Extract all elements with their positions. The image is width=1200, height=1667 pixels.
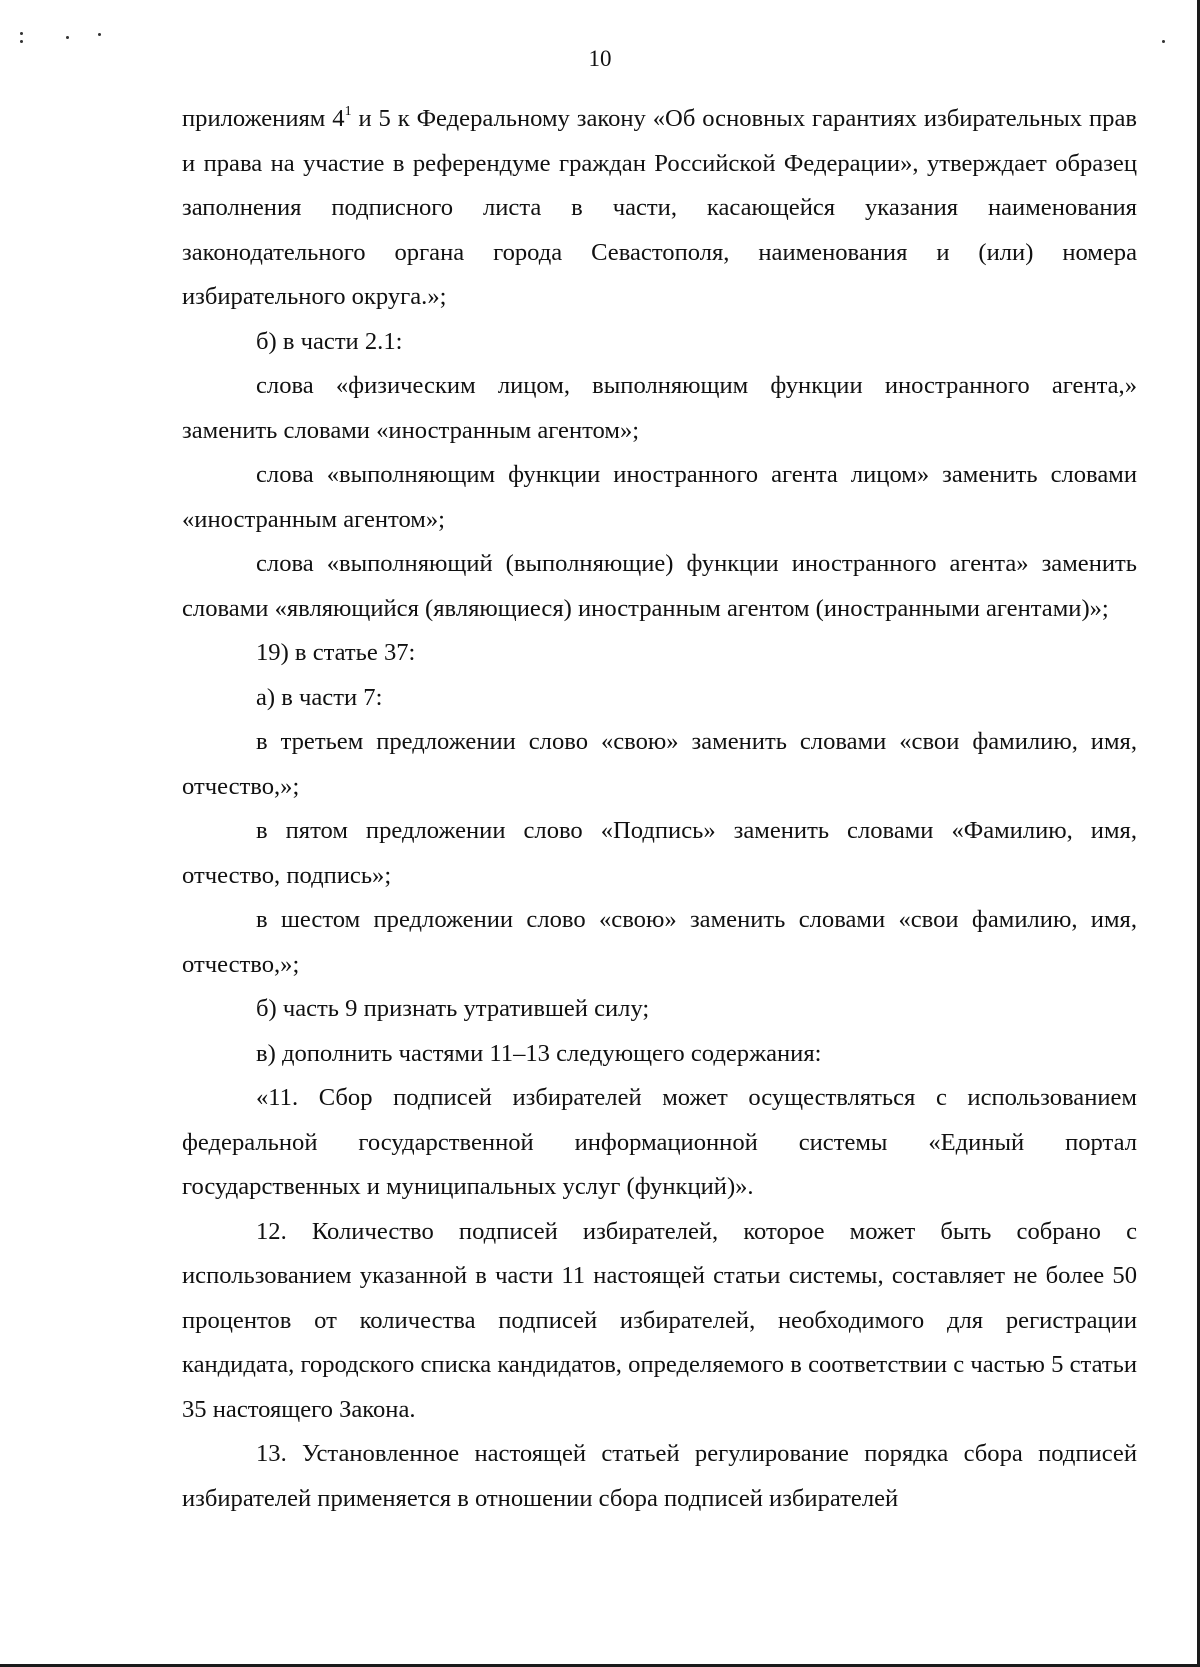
paragraph: слова «выполняющим функции иностранного агента лицом» заменить словами «иностранным агентом»;	[182, 461, 1137, 533]
page-number: 10	[588, 46, 612, 71]
paragraph: в шестом предложении слово «свою» заменить словами «свои фамилию, имя, отчество,»;	[182, 906, 1137, 978]
scan-mark	[1162, 40, 1165, 43]
paragraph: 13. Установленное настоящей статьей регулирование порядка сбора подписей избирателей применяется в отношении сбора подписей избирателей	[182, 1440, 1137, 1512]
paragraph-text: и 5 к Федеральному закону «Об основных гарантиях избирательных прав и права на участие в референдуме граждан Российской Федерации», утверждает образец заполнения подписного листа в части, касающейся указания наименования законодательного органа города Севастополя, наименования и (или) номера избирательного округа.»;	[182, 105, 1137, 310]
paragraph: в третьем предложении слово «свою» заменить словами «свои фамилию, имя, отчество,»;	[182, 728, 1137, 800]
paragraph: б) в части 2.1:	[256, 327, 403, 355]
paragraph	[182, 97, 1137, 320]
paragraph: б) часть 9 признать утратившей силу;	[256, 995, 650, 1022]
document-body	[182, 97, 1137, 1521]
paragraph: слова «выполняющий (выполняющие) функции иностранного агента» заменить словами «являющийся (являющиеся) иностранным агентом (иностранными агентами)»;	[182, 550, 1137, 622]
paragraph: слова «физическим лицом, выполняющим функции иностранного агента,» заменить словами «иностранным агентом»;	[182, 372, 1137, 444]
paragraph-text-start: приложениям 4	[182, 105, 345, 132]
paragraph: а) в части 7:	[256, 683, 383, 711]
scan-mark	[20, 40, 23, 43]
paragraph: 19) в статье 37:	[256, 639, 416, 666]
superscript: 1	[344, 103, 352, 119]
scan-mark	[20, 32, 23, 35]
scan-mark	[98, 33, 101, 36]
paragraph: в) дополнить частями 11–13 следующего содержания:	[256, 1039, 822, 1067]
paragraph: 12. Количество подписей избирателей, которое может быть собрано с использованием указанной в части 11 настоящей статьи системы, составляет не более 50 процентов от количества подписей избирателей, необходимого для регистрации кандидата, городского списка кандидатов, определяемого в соответствии с частью 5 статьи 35 настоящего Закона.	[182, 1217, 1137, 1423]
scan-mark	[66, 36, 69, 39]
paragraph: в пятом предложении слово «Подпись» заменить словами «Фамилию, имя, отчество, подпись»;	[182, 817, 1137, 889]
paragraph: «11. Сбор подписей избирателей может осуществляться с использованием федеральной государственной информационной системы «Единый портал государственных и муниципальных услуг (функций)».	[182, 1084, 1137, 1200]
